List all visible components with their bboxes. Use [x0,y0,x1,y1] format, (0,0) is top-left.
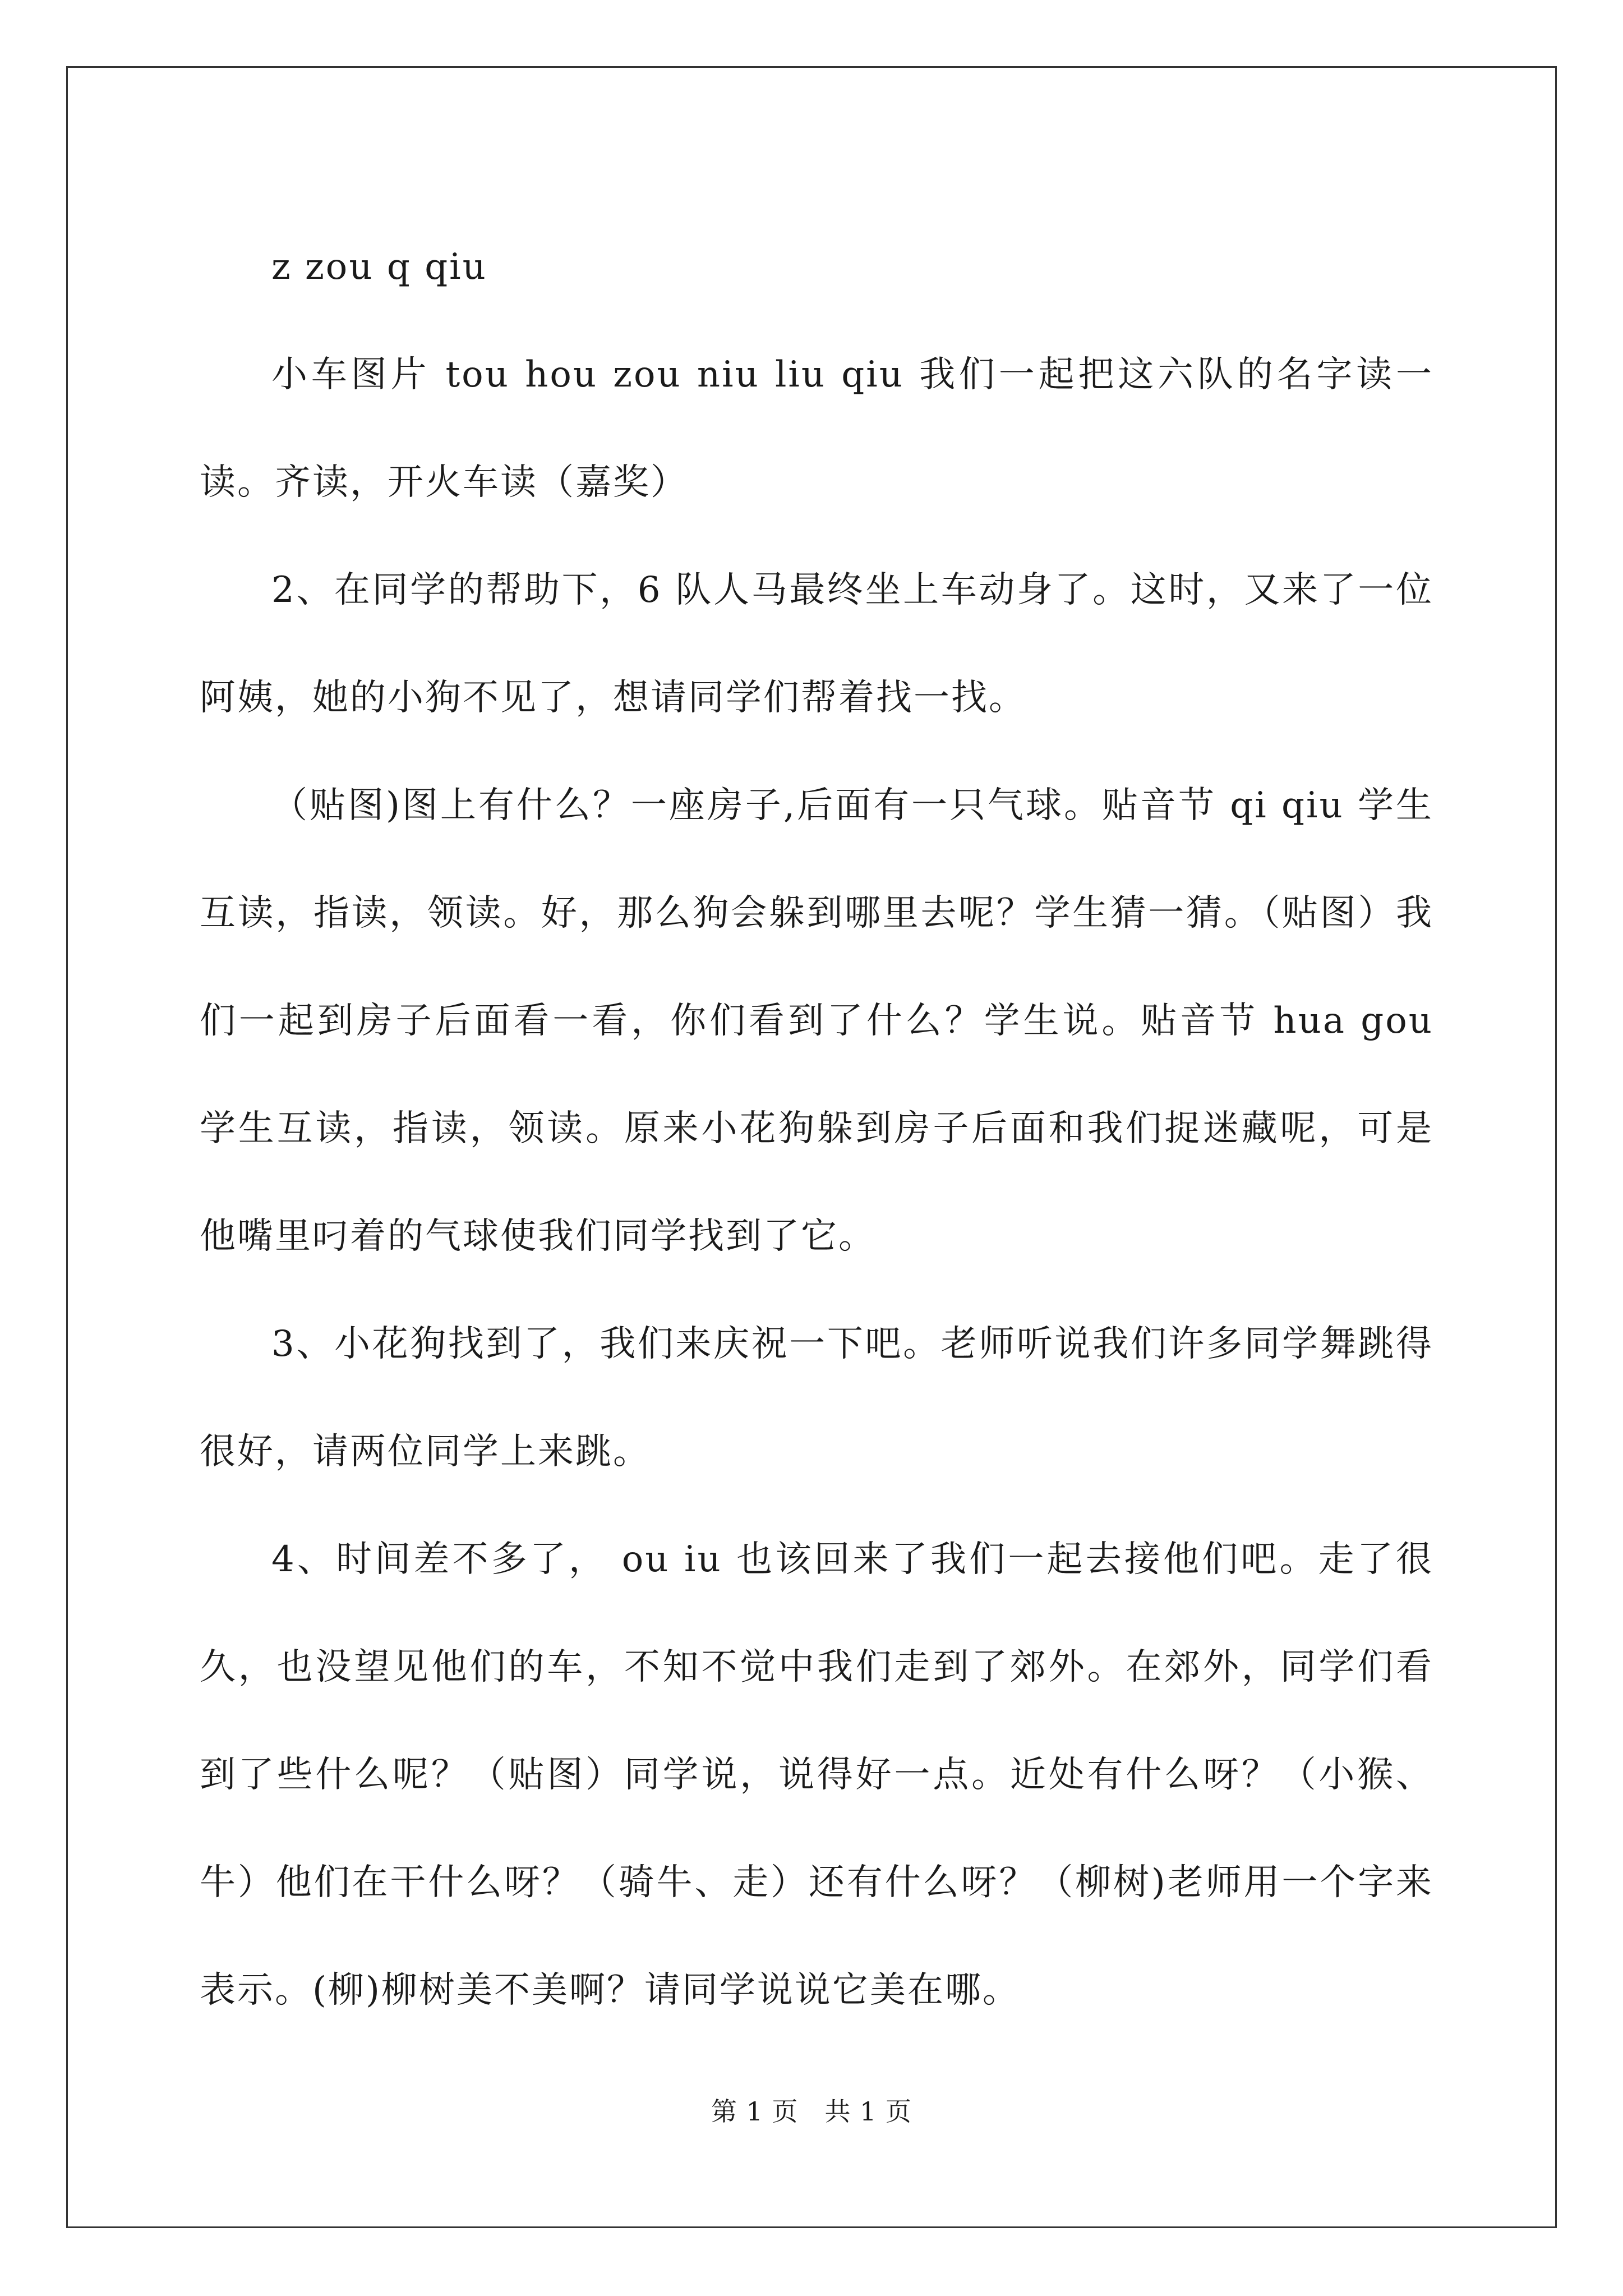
document-body [200,213,1433,2044]
page-footer: 第 1 页 共 1 页 [711,2096,912,2127]
paragraph-paste-picture: （贴图)图上有什么？一座房子,后面有一只气球。贴音节 qi qiu 学生互读，指读，领读。好，那么狗会躲到哪里去呢？学生猜一猜。（贴图）我们一起到房子后面看一看，你们看到了什么？学生说。贴音节 hua gou 学生互读，指读，领读。原来小花狗躲到房子后面和我们捉迷藏呢，可是他嘴里叼着的气球使我们同学找到了它。 [200,785,1433,1257]
paragraph-pinyin: z zou q qiu [271,246,487,288]
paragraph-car-picture: 小车图片 tou hou zou niu liu qiu 我们一起把这六队的名字读一读。齐读，开火车读（嘉奖） [200,354,1433,503]
paragraph-step-2: 2、在同学的帮助下，6 队人马最终坐上车动身了。这时，又来了一位阿姨，她的小狗不见了，想请同学们帮着找一找。 [200,569,1433,719]
paragraph-step-3: 3、小花狗找到了，我们来庆祝一下吧。老师听说我们许多同学舞跳得很好，请两位同学上来跳。 [200,1323,1433,1473]
paragraph-step-4: 4、时间差不多了， ou iu 也该回来了我们一起去接他们吧。走了很久，也没望见他们的车，不知不觉中我们走到了郊外。在郊外，同学们看到了些什么呢？（贴图）同学说，说得好一点。近处有什么呀？（小猴、牛）他们在干什么呀？（骑牛、走）还有什么呀？（柳树)老师用一个字来表示。(柳)柳树美不美啊？请同学说说它美在哪。 [200,1539,1433,2011]
